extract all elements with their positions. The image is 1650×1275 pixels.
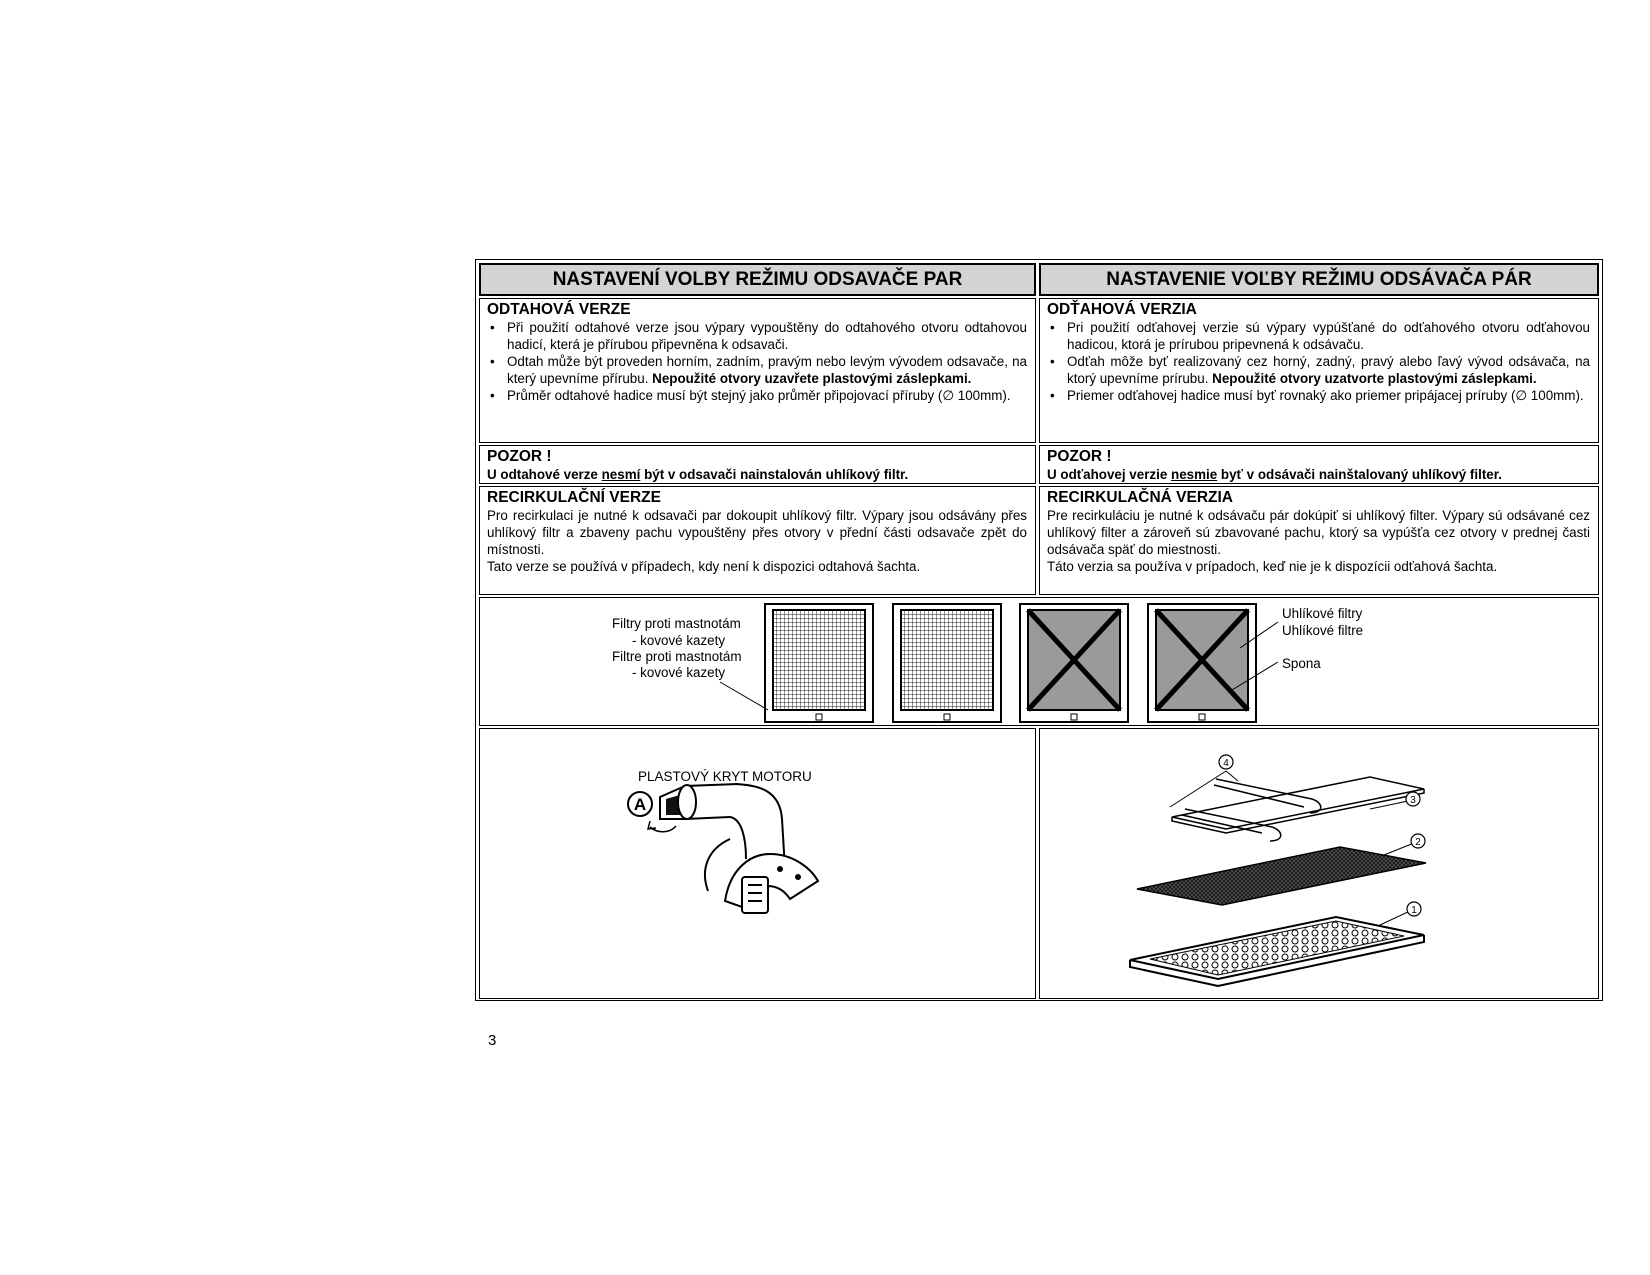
left-warning-text: U odtahové verze nesmí být v odsavači nainstalován uhlíkový filtr. [487,467,909,482]
left-recirc-title: RECIRKULAČNÍ VERZE [487,489,661,506]
grease-filter-1-icon [765,604,873,722]
left-exhaust-section [479,298,1036,443]
motor-marker-a: A [633,795,647,814]
right-bullet-2: • Odťah môže byť realizovaný cez horný, zadný, pravý alebo ľavý vývod odsávača, na ktorý upevníme prírubu. Nepoužité otvory uzatvorte plastovými záslepkami. [1048,353,1590,387]
right-recirc-section [1039,486,1599,595]
carbon-label-cz: Uhlíkové filtry [1282,606,1363,621]
filters-drawing [480,598,1598,725]
left-header: NASTAVENÍ VOLBY REŽIMU ODSAVAČE PAR [479,263,1036,296]
left-recirc-p1: Pro recirkulaci je nutné k odsavači par dokoupit uhlíkový filtr. Výpary jsou odsávány přes uhlíkový filtr a zbaveny pachu vypouštěny přes otvory v přední části odsavače zpět do místnosti. [487,508,1027,557]
instruction-table [475,259,1603,1001]
left-recirc-section [479,486,1036,595]
grease-filter-2-icon [893,604,1001,722]
exploded-filter-illustration [1039,728,1599,999]
left-exhaust-title: ODTAHOVÁ VERZE [487,301,631,318]
exploded-number-2: 2 [1415,837,1421,848]
filters-illustration [479,597,1599,726]
carbon-filter-2-icon [1148,604,1256,722]
right-warning [1039,445,1599,484]
right-bullet-1: • Pri použití odťahovej verzie sú výpary vypúšťané do odťahového otvoru odťahovou hadicou, ktorá je prírubou pripevnená k odsávaču. [1048,319,1590,353]
grease-label-cz-2: - kovové kazety [632,633,726,648]
clip-label: Spona [1282,656,1321,671]
right-warning-title: POZOR ! [1047,448,1112,465]
page-number: 3 [488,1032,497,1049]
exploded-number-4: 4 [1223,758,1229,769]
motor-cover-label: PLASTOVÝ KRYT MOTORU [638,769,812,784]
carbon-label-sk: Uhlíkové filtre [1282,623,1364,638]
left-warning-title: POZOR ! [487,448,552,465]
left-bullet-2: • Odtah může být proveden horním, zadním, pravým nebo levým vývodem odsavače, na který upevníme přírubu. Nepoužité otvory uzavřete plastovými záslepkami. [488,353,1027,387]
right-header: NASTAVENIE VOĽBY REŽIMU ODSÁVAČA PÁR [1039,263,1599,296]
left-warning [479,445,1036,484]
left-recirc-p2: Tato verze se používá v případech, kdy není k dispozici odtahová šachta. [487,559,921,574]
right-exhaust-section [1039,298,1599,443]
left-bullet-3: • Průměr odtahové hadice musí být stejný jako průměr připojovací příruby (∅ 100mm). [488,387,1027,404]
right-exhaust-title: ODŤAHOVÁ VERZIA [1047,301,1197,318]
left-bullet-1: • Při použití odtahové verze jsou výpary vypouštěny do odtahového otvoru odtahovou hadicí, která je přírubou připevněna k odsavači. [488,319,1027,353]
exploded-number-1: 1 [1411,905,1417,916]
right-recirc-p1: Pre recirkuláciu je nutné k odsávaču pár dokúpiť si uhlíkový filter. Výpary sú odsávané cez uhlíkový filter a zároveň sú zbavované pachu, ktorý sa vypúšťa cez otvory v prednej časti odsávača späť do miestnosti. [1047,508,1590,557]
right-warning-text: U odťahovej verzie nesmie byť v odsávači nainštalovaný uhlíkový filter. [1047,467,1502,482]
grease-label-cz-1: Filtry proti mastnotám [612,616,741,631]
carbon-filter-1-icon [1020,604,1128,722]
exploded-drawing [1040,729,1598,998]
exploded-number-3: 3 [1410,795,1416,806]
grease-label-sk-2: - kovové kazety [632,665,726,680]
right-bullet-3: • Priemer odťahovej hadice musí byť rovnaký ako priemer pripájacej príruby (∅ 100mm). [1048,387,1590,404]
motor-drawing [480,729,1035,998]
right-recirc-p2: Táto verzia sa používa v prípadoch, keď nie je k dispozícii odťahová šachta. [1047,559,1498,574]
motor-cover-illustration [479,728,1036,999]
right-recirc-title: RECIRKULAČNÁ VERZIA [1047,489,1233,506]
grease-label-sk-1: Filtre proti mastnotám [612,649,742,664]
